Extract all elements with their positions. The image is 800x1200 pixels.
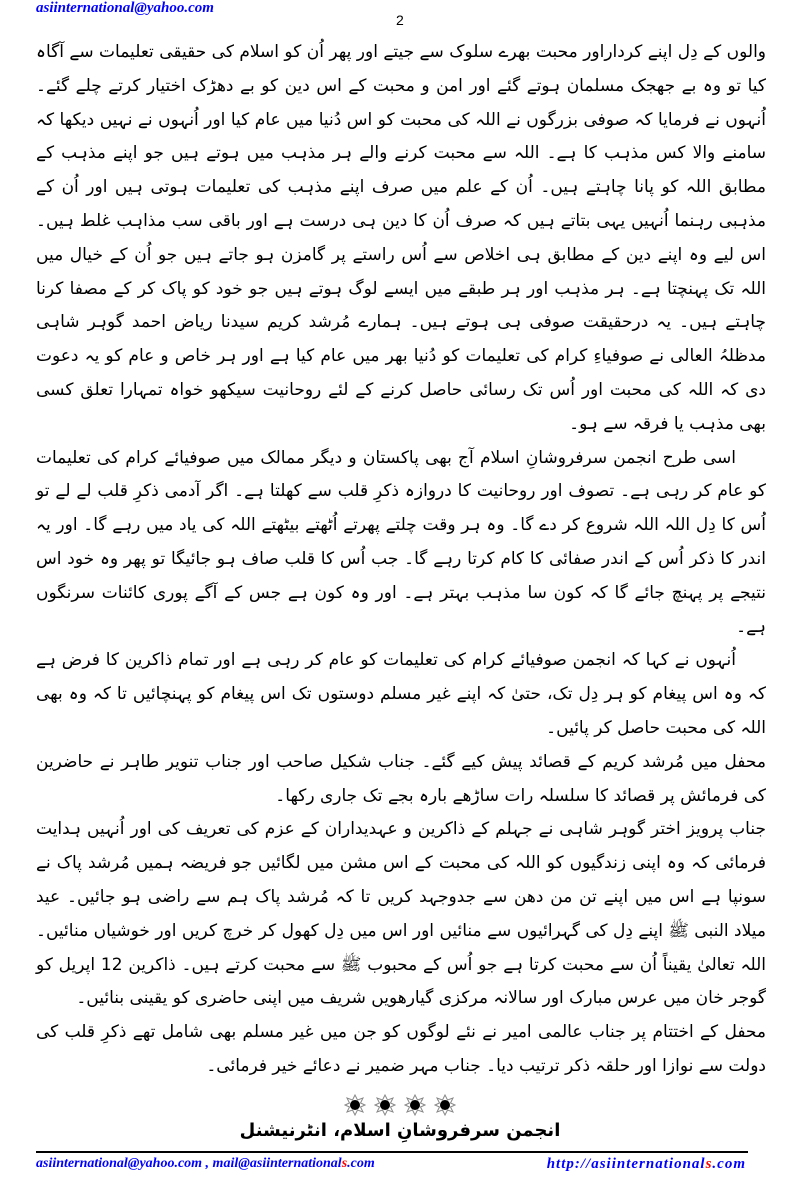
paragraph-5: جناب پرویز اختر گوہر شاہی نے جہلم کے ذاکرین و عہدیداران کے عزم کی تعریف کی اور اُنہیں ہدایت فرمائی کہ وہ اپنی زندگیوں کو اللہ کی محبت کے اس مشن میں لگائیں جو فریضہ ہمیں مُرشد پاک نے سونپا ہے اس میں اپنے تن من دھن سے جدوجہد کریں تا کہ مُرشد پاک ہم سے راضی ہو جائیں۔ عید میلاد النبی ﷺ اپنے دِل کی گہرائیوں سے منائیں اور اس میں دِل کھول کر خرچ کریں اور خوشیاں منائیں۔ اللہ تعالیٰ یقیناً اُن سے محبت کرتا ہے جو اُس کے محبوب ﷺ سے محبت کرتے ہیں۔ ذاکرین 12 اپریل کو گوجر خان میں عرس مبارک اور سالانہ مرکزی گیارھویں شریف میں اپنی حاضری کو یقینی بنائیں۔ — [36, 819, 767, 1009]
footer-url-suffix: .com — [712, 1156, 746, 1172]
footer-email-links[interactable] — [36, 1156, 375, 1172]
star-ornament-icon — [434, 1094, 456, 1116]
ornament-divider — [0, 1094, 800, 1121]
footer-divider — [36, 1151, 748, 1153]
paragraph-3: اُنہوں نے کہا کہ انجمن صوفیائے کرام کی تعلیمات کو عام کر رہی ہے اور تمام ذاکرین کا فرض ہے کہ وہ اس پیغام کو ہر دِل تک، حتیٰ کہ اپنے غیر مسلم دوستوں تک اس پیغام کو پہنچائیں تا کہ وہ بھی اللہ کی محبت حاصل کر پائیں۔ — [36, 650, 766, 738]
footer-emails-prefix: asiinternational@yahoo.com , mail@asiinternational — [36, 1156, 342, 1171]
paragraph-4: محفل میں مُرشد کریم کے قصائد پیش کیے گئے۔ جناب شکیل صاحب اور جناب تنویر طاہر نے حاضرین کی فرمائش پر قصائد کا سلسلہ رات ساڑھے بارہ بجے تک جاری رکھا۔ — [36, 751, 766, 806]
footer-emails-suffix: .com — [347, 1156, 375, 1171]
paragraph-1: والوں کے دِل اپنے کرداراور محبت بھرے سلوک سے جیتے اور پھر اُن کو اسلام کی حقیقی تعلیمات سے آگاہ کیا تو وہ بے جھجک مسلمان ہوتے گئے اور امن و محبت کے اس دین کو بے دھڑک اختیار کرتے چلے گئے۔ اُنہوں نے فرمایا کہ صوفی بزرگوں نے اللہ کی محبت کو اس دُنیا میں عام کیا اور اُنہوں نے نہیں دیکھا کہ سامنے والا کس مذہب کا ہے۔ اللہ سے محبت کرنے والے ہر مذہب میں ہوتے ہیں جو اپنے مذہب کے مطابق اللہ کو پانا چاہتے ہیں۔ اُن کے علم میں صرف اپنے مذہب کی تعلیمات ہوتی ہیں اور اُن کے مذہبی رہنما اُنہیں یہی بتاتے ہیں کہ صرف اُن کا دین ہی درست ہے اور باقی سب مذاہب غلط ہیں۔ اس لیے وہ اپنے دین کے مطابق ہی اخلاص سے اُس راستے پر گامزن ہو جاتے ہیں جو اُن کے خیال میں اللہ تک پہنچتا ہے۔ ہر مذہب اور ہر طبقے میں ایسے لوگ ہوتے ہیں جو خود کو پاک کر کے مصفا کرنا چاہتے ہیں۔ یہ درحقیقت صوفی ہی ہوتے ہیں۔ ہمارے مُرشد کریم سیدنا ریاض احمد گوہر شاہی مدظلہُ العالی نے صوفیاءِ کرام کی تعلیمات کو دُنیا بھر میں عام کیا ہے اور ہر خاص و عام کو یہ دعوت دی کہ اللہ کی محبت اور اُس تک رسائی حاصل کرنے کے لئے روحانیت سیکھو خواہ تمہارا تعلق کسی بھی مذہب یا فرقہ سے ہو۔ — [36, 42, 766, 434]
star-ornament-icon — [404, 1094, 426, 1116]
footer-website-link[interactable] — [547, 1156, 746, 1173]
page-number: 2 — [396, 12, 404, 28]
paragraph-6: محفل کے اختتام پر جناب عالمی امیر نے نئے لوگوں کو جن میں غیر مسلم بھی شامل تھے ذکرِ قلب کی دولت سے نوازا اور حلقہ ذکر ترتیب دیا۔ جناب مہر ضمیر نے دعائے خیر فرمائی۔ — [36, 1022, 766, 1076]
header-email-link[interactable]: asiinternational@yahoo.com — [36, 0, 214, 16]
star-ornament-icon — [344, 1094, 366, 1116]
article-body — [36, 36, 766, 1084]
paragraph-2: اسی طرح انجمن سرفروشانِ اسلام آج بھی پاکستان و دیگر ممالک میں صوفیائے کرام کی تعلیمات کو عام کر رہی ہے۔ تصوف اور روحانیت کا دروازہ ذکرِ قلب سے کھلتا ہے۔ اگر آدمی ذکرِ قلب لے لے تو اُس کا دِل اللہ اللہ شروع کر دے گا۔ وہ ہر وقت چلتے پھرتے اُٹھتے بیٹھتے اللہ کی یاد میں رہے گا۔ اور یہ اندر کا ذکر اُس کے اندر صفائی کا کام کرتا رہے گا۔ جب اُس کا قلب صاف ہو جائیگا تو پھر وہ خود اس نتیجے پر پہنچ جائے گا کہ کون سا مذہب بہتر ہے۔ اور وہ کون ہے جس کے آگے پوری کائنات سرنگوں ہے۔ — [36, 447, 766, 637]
footer-url-red-letter: s — [705, 1156, 713, 1172]
footer-url-prefix: http://asiinternational — [546, 1156, 706, 1172]
star-ornament-icon — [374, 1094, 396, 1116]
organization-name: انجمن سرفروشانِ اسلام، انٹرنیشنل — [239, 1120, 561, 1141]
footer-emails-red-letter: s — [341, 1156, 348, 1171]
